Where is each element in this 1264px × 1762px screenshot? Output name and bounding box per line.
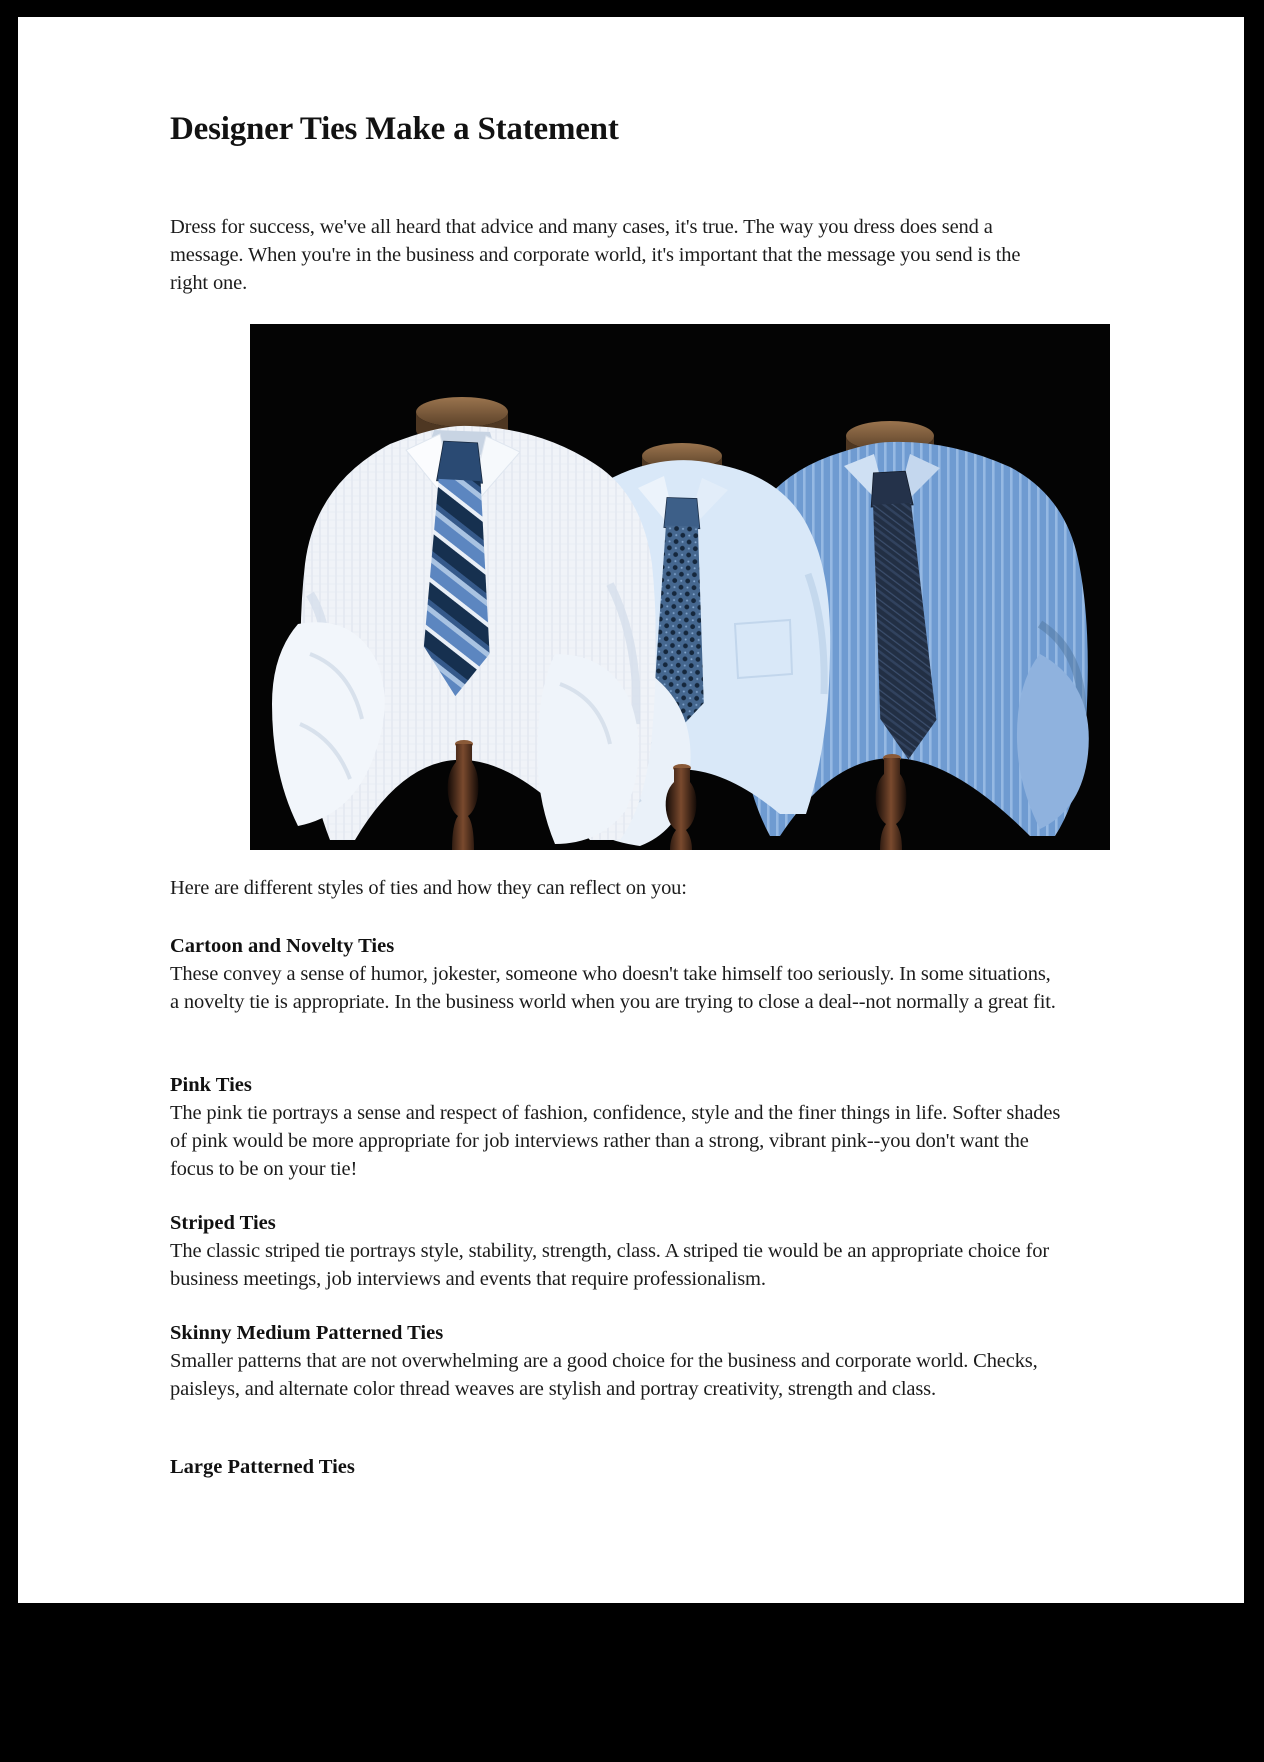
neck-cap [416,397,508,427]
section-skinny-medium-patterned-ties [170,1319,1062,1403]
ties-photo-svg [250,324,1110,850]
section-pink-ties [170,1071,1062,1183]
section-striped-ties [170,1209,1062,1293]
section-body: The pink tie portrays a sense and respect of fashion, confidence, style and the finer things in life. Softer shades of pink would be more appropriate for job interviews rather than a strong, vibrant pink--you don't want the focus to be on your tie! [170,1102,1061,1180]
section-heading: Cartoon and Novelty Ties [170,935,395,957]
section-heading: Skinny Medium Patterned Ties [170,1322,444,1344]
section-body: Smaller patterns that are not overwhelming are a good choice for the business and corporate world. Checks, paisleys, and alternate color thread weaves are stylish and portray creativity, strength and class. [170,1350,1038,1400]
lead-in-line: Here are different styles of ties and how they can reflect on you: [170,877,687,899]
ties-photo [250,324,1110,850]
article-title: Designer Ties Make a Statement [170,111,619,147]
section-large-patterned-ties [170,1453,1062,1481]
document-page [18,17,1244,1603]
section-body: These convey a sense of humor, jokester, someone who doesn't take himself too seriously. In some situations, a novelty tie is appropriate. In the business world when you are trying to close a deal--not normally a great fit. [170,963,1056,1013]
intro-paragraph: Dress for success, we've all heard that advice and many cases, it's true. The way you dress does send a message. When you're in the business and corporate world, it's important that the message you send is the right one. [170,216,1021,294]
section-body: The classic striped tie portrays style, stability, strength, class. A striped tie would be an appropriate choice for business meetings, job interviews and events that require professionalism. [170,1240,1050,1290]
section-heading: Pink Ties [170,1074,252,1096]
section-cartoon-and-novelty-ties [170,932,1062,1016]
section-heading: Large Patterned Ties [170,1456,355,1478]
section-heading: Striped Ties [170,1212,276,1234]
